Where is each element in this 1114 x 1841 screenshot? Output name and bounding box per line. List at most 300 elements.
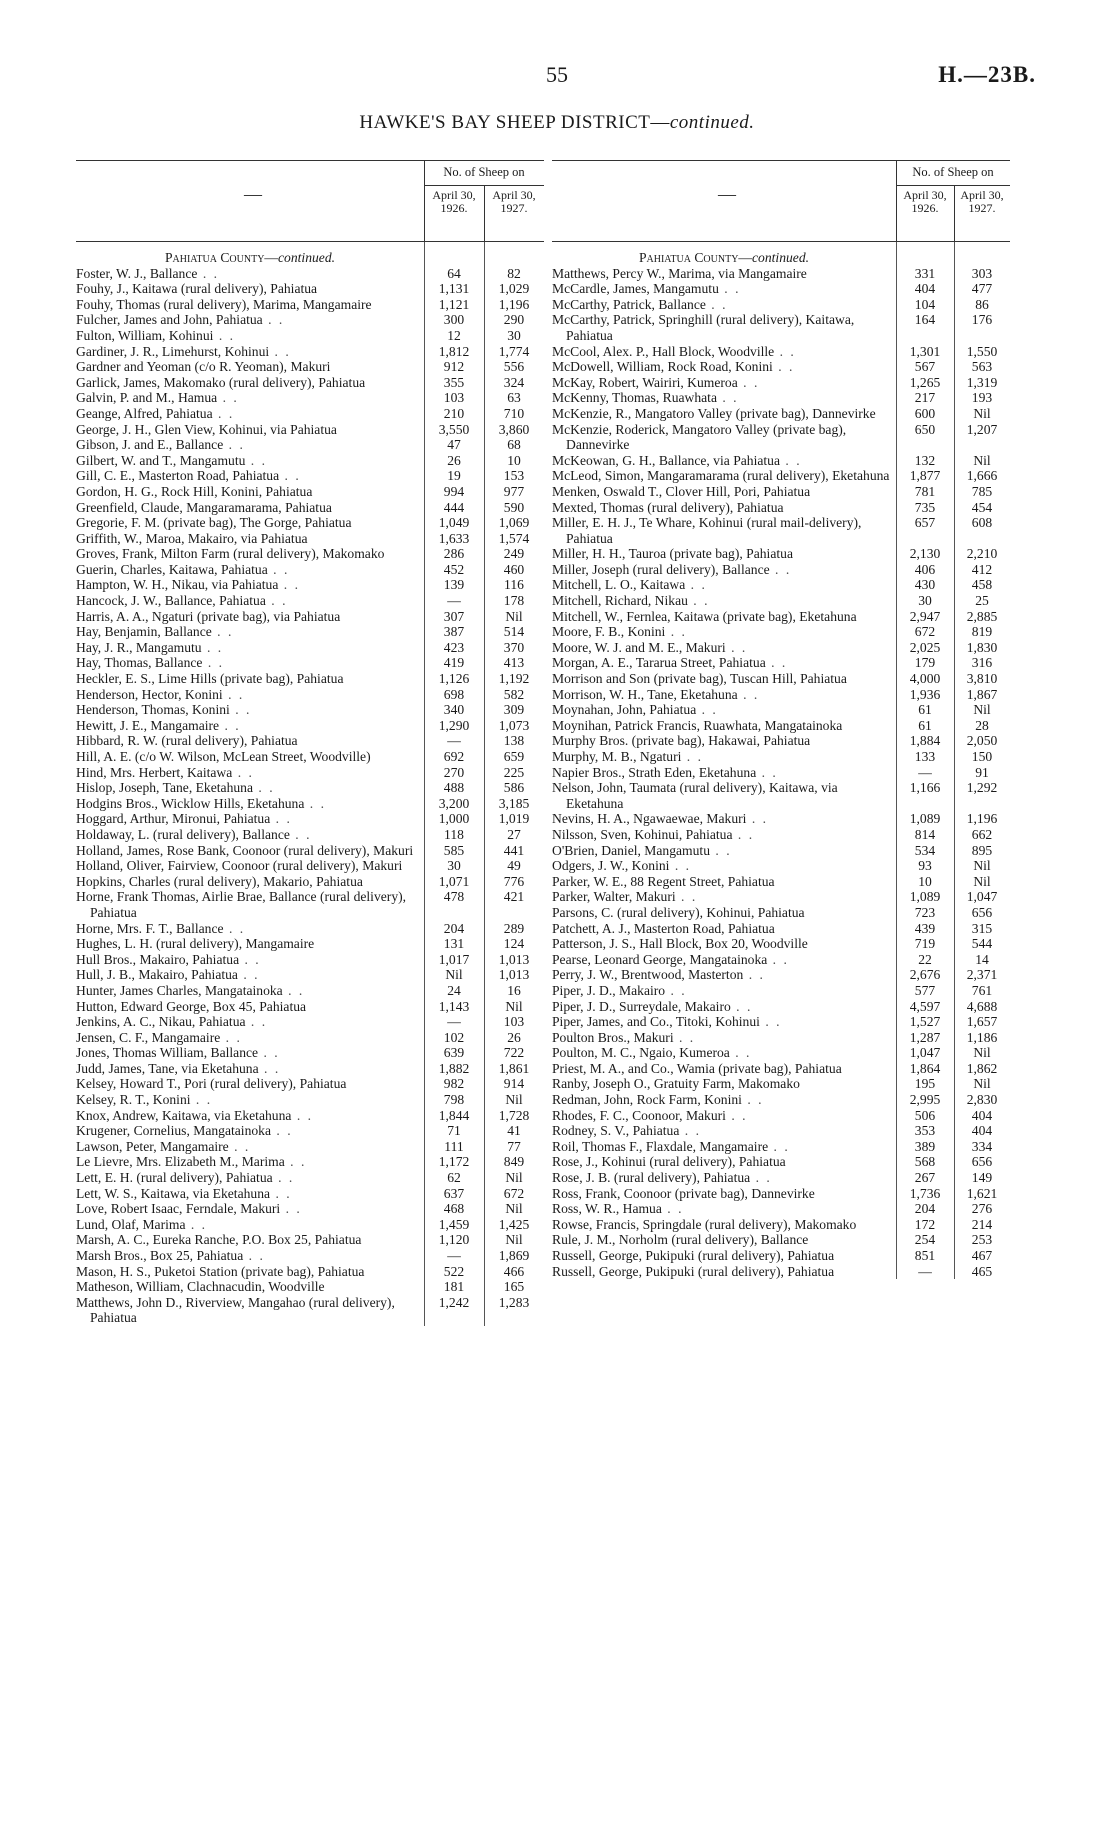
owner-name-text: Le Lievre, Mrs. Elizabeth M., Marima <box>76 1154 285 1170</box>
owner-name-text: Gardner and Yeoman (c/o R. Yeoman), Makuri <box>76 359 331 375</box>
sheep-count-1926: 118 <box>444 826 464 842</box>
header-dash: — <box>244 184 262 204</box>
sheep-count-1926: 1,877 <box>909 468 941 484</box>
sheep-count-1926: 2,025 <box>909 639 941 655</box>
sheep-count-1927: 103 <box>503 1014 525 1030</box>
column-rule <box>484 242 485 1326</box>
owner-name-text: McKeowan, G. H., Ballance, via Pahiatua <box>552 452 781 468</box>
table-row <box>552 1061 1010 1077</box>
sheep-count-1926: 71 <box>447 1123 461 1139</box>
sheep-count-1927: 2,371 <box>966 967 998 983</box>
sheep-count-1927: 659 <box>503 749 525 764</box>
sheep-count-1927: 176 <box>971 312 993 328</box>
dot-leader: . . <box>687 593 710 609</box>
sheep-count-1926: 982 <box>443 1076 465 1092</box>
table-row <box>552 344 1010 360</box>
dot-leader: . . <box>685 577 707 593</box>
owner-name-text: Marsh Bros., Box 25, Pahiatua <box>76 1248 244 1263</box>
sheep-count-1926: 1,864 <box>909 1060 941 1076</box>
owner-name <box>76 687 424 703</box>
sheep-count-1926: 577 <box>914 982 936 998</box>
dot-leader: . . <box>705 296 728 312</box>
sheep-count-1927: 26 <box>507 1029 521 1045</box>
table-row <box>76 1030 544 1046</box>
sheep-count-1927: 849 <box>503 1154 525 1170</box>
dot-leader: . . <box>228 1138 251 1154</box>
table-row <box>552 671 1010 687</box>
owner-name-text: Roil, Thomas F., Flaxdale, Mangamaire <box>552 1138 769 1154</box>
sheep-count-1926: 131 <box>443 936 465 952</box>
sheep-count-1927: 1,830 <box>966 639 998 655</box>
sheep-count-1926: 30 <box>918 593 932 609</box>
table-row <box>552 297 1010 313</box>
owner-name <box>76 1264 424 1280</box>
sheep-count-1927: 309 <box>503 702 525 718</box>
sheep-count-1926: 430 <box>914 577 936 593</box>
dot-leader: . . <box>669 858 692 874</box>
sheep-count-1926: 26 <box>447 452 461 468</box>
table-row <box>76 765 544 781</box>
owner-name-text: George, J. H., Glen View, Kohinui, via Pahiatua <box>76 421 337 437</box>
owner-name-text: Hutton, Edward George, Box 45, Pahiatua <box>76 998 307 1014</box>
owner-name <box>76 1279 424 1295</box>
owner-name-text: Parker, Walter, Makuri <box>552 889 676 905</box>
sheep-count-1926: 1,812 <box>438 343 470 359</box>
owner-name-text: McDowell, William, Rock Road, Konini <box>552 359 773 375</box>
dot-leader: . . <box>211 624 234 640</box>
sheep-count-1927: 1,192 <box>498 671 530 687</box>
owner-name-text: Nevins, H. A., Ngawaewae, Makuri <box>552 811 747 827</box>
table-row <box>76 390 544 406</box>
sheep-count-1926: 506 <box>914 1107 936 1123</box>
sheep-count-1926: 1,172 <box>438 1154 470 1170</box>
sheep-count-1927: 370 <box>503 639 525 655</box>
owner-name-text: Gordon, H. G., Rock Hill, Konini, Pahiatua <box>76 483 313 499</box>
sheep-count-1927: 165 <box>503 1279 525 1295</box>
sheep-count-1926: 1,126 <box>438 671 470 687</box>
dot-leader: . . <box>271 1123 293 1139</box>
sheep-count-1926: 1,936 <box>909 686 941 702</box>
owner-name-text: Jones, Thomas William, Ballance <box>76 1045 259 1061</box>
sheep-count-1926: 1,633 <box>438 530 470 546</box>
owner-name <box>76 640 424 656</box>
sheep-count-1926: 912 <box>443 359 465 375</box>
owner-name <box>552 593 896 609</box>
dot-leader: . . <box>237 967 260 983</box>
table-row <box>76 624 544 640</box>
dot-leader: . . <box>217 390 239 406</box>
sheep-count-1926: 1,143 <box>438 998 470 1014</box>
sheep-count-1927: 193 <box>971 390 993 406</box>
sheep-count-1927: 1,666 <box>966 468 998 484</box>
sheep-count-1927: Nil <box>973 1076 991 1092</box>
table-row <box>76 1123 544 1139</box>
sheep-count-1927: 413 <box>503 655 525 671</box>
table-row <box>76 484 544 500</box>
sheep-count-1927: 466 <box>503 1263 525 1279</box>
owner-name <box>552 281 896 297</box>
dot-leader: . . <box>201 639 224 655</box>
table-row <box>552 624 1010 640</box>
sheep-count-1927: 582 <box>503 686 525 702</box>
header-april-1926 <box>896 189 954 215</box>
owner-name <box>552 905 896 921</box>
sheep-count-1927: 16 <box>507 982 521 998</box>
owner-name <box>552 921 896 937</box>
sheep-count-1926: 478 <box>443 889 465 905</box>
sheep-count-1926: 692 <box>443 749 465 764</box>
dot-leader: . . <box>661 1201 684 1217</box>
owner-name-text: Matthews, Percy W., Marima, via Mangamaire <box>552 265 807 281</box>
table-row <box>76 1139 544 1155</box>
sheep-count-1927: 656 <box>971 904 993 920</box>
owner-name-text: Piper, J. D., Makairo <box>552 982 666 998</box>
owner-name <box>76 328 424 344</box>
sheep-count-1927: 116 <box>504 577 524 593</box>
owner-name <box>76 437 424 453</box>
sheep-count-1926: — <box>447 1014 461 1030</box>
sheep-count-1926: 1,131 <box>438 281 470 297</box>
sheep-count-1927: 556 <box>503 359 525 375</box>
owner-name <box>76 796 424 812</box>
owner-name-text: Henderson, Thomas, Konini <box>76 702 230 718</box>
sheep-count-1926: 24 <box>447 982 461 998</box>
sheep-count-1927: 672 <box>503 1185 525 1201</box>
table-row <box>552 1092 1010 1108</box>
sheep-count-1927: Nil <box>973 1045 991 1061</box>
owner-name-text: Poulton, M. C., Ngaio, Kumeroa <box>552 1045 730 1061</box>
sheep-count-1927: 1,774 <box>498 343 530 359</box>
dot-leader: . . <box>245 1014 268 1030</box>
dot-leader: . . <box>710 842 732 858</box>
header-rule <box>896 185 1010 186</box>
owner-name <box>76 718 424 734</box>
table-row <box>552 1123 1010 1139</box>
table-row <box>552 1248 1010 1264</box>
sheep-count-1926: 851 <box>914 1248 936 1263</box>
owner-name-text: Mexted, Thomas (rural delivery), Pahiatua <box>552 499 784 515</box>
owner-name <box>76 390 424 406</box>
owner-name-text: Rule, J. M., Norholm (rural delivery), Ballance <box>552 1232 809 1248</box>
owner-name <box>76 889 424 920</box>
sheep-count-1926: 93 <box>918 858 932 874</box>
table-row <box>76 640 544 656</box>
table-row <box>76 577 544 593</box>
owner-name-text: Miller, H. H., Tauroa (private bag), Pahiatua <box>552 546 793 562</box>
table-row <box>76 874 544 890</box>
table-row <box>76 562 544 578</box>
owner-name <box>552 858 896 874</box>
dot-leader: . . <box>681 749 703 764</box>
table-row <box>552 359 1010 375</box>
dot-leader: . . <box>258 1060 281 1076</box>
dot-leader: . . <box>768 1138 790 1154</box>
table-row <box>76 671 544 687</box>
table-row <box>552 546 1010 562</box>
sheep-count-1926: 735 <box>914 499 936 515</box>
owner-name-text: Morrison and Son (private bag), Tuscan Hill, Pahiatua <box>552 671 847 687</box>
owner-name <box>76 515 424 531</box>
sheep-count-1926: 585 <box>443 842 465 858</box>
sheep-count-1926: 1,000 <box>438 811 470 827</box>
sheep-count-1927: Nil <box>505 998 523 1014</box>
sheep-count-1927: 334 <box>971 1138 993 1154</box>
table-row <box>552 1154 1010 1170</box>
table-row <box>552 1186 1010 1202</box>
sheep-count-1927: 1,319 <box>966 374 998 390</box>
owner-name <box>76 811 424 827</box>
sheep-count-1926: 355 <box>443 374 465 390</box>
owner-name <box>552 375 896 391</box>
dot-leader: . . <box>759 1014 782 1030</box>
owner-name-text: Kelsey, R. T., Konini <box>76 1092 191 1108</box>
sheep-count-1926: 1,884 <box>909 733 941 749</box>
sheep-count-1926: 814 <box>914 826 936 842</box>
table-row <box>552 515 1010 546</box>
sheep-count-1927: 454 <box>971 499 993 515</box>
owner-name-text: Hull Bros., Makairo, Pahiatua <box>76 951 240 967</box>
sheep-count-1927: 1,867 <box>966 686 998 702</box>
sheep-count-1927: 1,550 <box>966 343 998 359</box>
owner-name-text: Heckler, E. S., Lime Hills (private bag), Pahiatua <box>76 671 344 687</box>
left-column-table <box>76 160 544 1326</box>
sheep-count-1926: 1,459 <box>438 1216 470 1232</box>
owner-name-text: Perry, J. W., Brentwood, Masterton <box>552 967 744 983</box>
dot-leader: . . <box>239 951 261 967</box>
dot-leader: . . <box>772 359 795 375</box>
header-1927-line1: April 30, <box>492 188 536 202</box>
dot-leader: . . <box>229 702 252 718</box>
sheep-count-1927: 1,019 <box>498 811 530 827</box>
owner-name-text: Russell, George, Pukipuki (rural delivery), Pahiatua <box>552 1263 835 1279</box>
table-row <box>76 827 544 843</box>
owner-name <box>552 780 896 811</box>
sheep-count-1927: 2,885 <box>966 608 998 624</box>
table-row <box>552 936 1010 952</box>
table-row <box>76 749 544 765</box>
sheep-count-1926: 3,550 <box>438 421 470 437</box>
table-row <box>552 640 1010 656</box>
owner-name-text: Lawson, Peter, Mangamaire <box>76 1138 229 1154</box>
sheep-count-1926: 657 <box>914 515 936 531</box>
owner-name <box>76 1092 424 1108</box>
sheep-count-1926: 468 <box>443 1201 465 1217</box>
dot-leader: . . <box>222 686 245 702</box>
sheep-count-1926: 719 <box>914 936 936 952</box>
sheep-count-1927: 465 <box>971 1263 993 1279</box>
sheep-count-1927: 1,186 <box>966 1029 998 1045</box>
table-row <box>76 702 544 718</box>
sheep-count-1927: 150 <box>971 749 993 764</box>
dot-leader: . . <box>284 1154 307 1170</box>
sheep-count-1926: 1,089 <box>909 811 941 827</box>
sheep-count-1927: 30 <box>507 327 521 343</box>
sheep-count-1926: Nil <box>445 967 463 983</box>
header-1926-line1: April 30, <box>432 188 476 202</box>
owner-name <box>552 936 896 952</box>
owner-name-text: McKenzie, Roderick, Mangatoro Valley (private bag), Dannevirke <box>552 421 847 453</box>
table-row <box>552 921 1010 937</box>
table-row <box>552 609 1010 625</box>
owner-name <box>76 1217 424 1233</box>
sheep-count-1926: 139 <box>443 577 465 593</box>
sheep-count-1926: 3,200 <box>438 795 470 811</box>
owner-name-text: Hancock, J. W., Ballance, Pahiatua <box>76 593 266 609</box>
sheep-count-1927: 153 <box>503 468 525 484</box>
owner-name-text: Mitchell, Richard, Nikau <box>552 593 688 609</box>
owner-name <box>76 1061 424 1077</box>
owner-name <box>552 1108 896 1124</box>
owner-name-text: Hewitt, J. E., Mangamaire <box>76 717 220 733</box>
table-row <box>76 1170 544 1186</box>
owner-name-text: Galvin, P. and M., Hamua <box>76 390 218 406</box>
table-row <box>76 1201 544 1217</box>
sheep-count-1926: 488 <box>443 780 465 796</box>
sheep-count-1926: 204 <box>443 920 465 936</box>
sheep-count-1926: 389 <box>914 1138 936 1154</box>
owner-name <box>76 1232 424 1248</box>
sheep-count-1927: 1,069 <box>498 515 530 531</box>
owner-name <box>76 1045 424 1061</box>
sheep-count-1927: 404 <box>971 1107 993 1123</box>
sheep-count-1927: 77 <box>507 1138 521 1154</box>
title-continued: continued. <box>669 112 755 133</box>
sheep-count-1926: — <box>447 733 461 749</box>
table-row <box>76 687 544 703</box>
owner-name <box>552 1186 896 1202</box>
dot-leader: . . <box>304 795 326 811</box>
table-row <box>552 406 1010 422</box>
table-row <box>76 1061 544 1077</box>
sheep-count-1926: 353 <box>914 1123 936 1139</box>
table-row <box>76 1014 544 1030</box>
owner-name-text: Ranby, Joseph O., Gratuity Farm, Makomako <box>552 1076 800 1092</box>
dot-leader: . . <box>665 624 687 640</box>
table-row <box>552 702 1010 718</box>
owner-name-text: Fouhy, Thomas (rural delivery), Marima, Mangamaire <box>76 296 372 312</box>
table-row <box>552 843 1010 859</box>
sheep-count-1926: 132 <box>914 452 936 468</box>
dot-leader: . . <box>223 920 246 936</box>
sheep-count-1926: 2,995 <box>909 1092 941 1108</box>
county-continued: continued. <box>752 250 810 265</box>
owner-name <box>76 546 424 562</box>
table-row <box>76 858 544 874</box>
dot-leader: . . <box>725 639 748 655</box>
owner-name-text: Murphy, M. B., Ngaturi <box>552 749 682 764</box>
table-row <box>76 312 544 328</box>
owner-name <box>76 655 424 671</box>
sheep-count-1927: 404 <box>971 1123 993 1139</box>
sheep-count-1927: 514 <box>503 624 525 640</box>
owner-name <box>76 702 424 718</box>
owner-name <box>76 562 424 578</box>
owner-name <box>76 453 424 469</box>
owner-name-text: Hill, A. E. (c/o W. Wilson, McLean Street, Woodville) <box>76 749 371 764</box>
owner-name-text: Fouhy, J., Kaitawa (rural delivery), Pahiatua <box>76 281 318 297</box>
sheep-count-1926: 286 <box>443 546 465 562</box>
sheep-count-1927: 1,862 <box>966 1060 998 1076</box>
owner-name <box>552 624 896 640</box>
owner-name-text: Hopkins, Charles (rural delivery), Makario, Pahiatua <box>76 873 363 889</box>
owner-name-text: Hind, Mrs. Herbert, Kaitawa <box>76 764 233 780</box>
sheep-count-1926: 254 <box>914 1232 936 1248</box>
owner-name-text: Foster, W. J., Ballance <box>76 265 198 281</box>
owner-name <box>76 749 424 765</box>
owner-name <box>552 1232 896 1248</box>
owner-name <box>552 500 896 516</box>
owner-name-text: Odgers, J. W., Konini <box>552 858 670 874</box>
sheep-count-1927: 1,013 <box>498 951 530 967</box>
sheep-count-1927: 421 <box>503 889 525 905</box>
owner-name <box>552 749 896 765</box>
sheep-count-1926: 600 <box>914 405 936 421</box>
table-row <box>76 359 544 375</box>
sheep-count-1926: 1,242 <box>438 1294 470 1310</box>
owner-name <box>76 858 424 874</box>
sheep-count-1927: 3,810 <box>966 671 998 687</box>
owner-name-text: Lett, E. H. (rural delivery), Pahiatua <box>76 1170 273 1186</box>
table-row <box>552 999 1010 1015</box>
table-row <box>552 375 1010 391</box>
owner-name-text: McCarthy, Patrick, Springhill (rural delivery), Kaitawa, Pahiatua <box>552 312 855 343</box>
sheep-count-1926: 423 <box>443 639 465 655</box>
sheep-count-1926: 10 <box>918 873 932 889</box>
table-row <box>76 796 544 812</box>
sheep-count-1926: 419 <box>443 655 465 671</box>
sheep-count-1927: 249 <box>503 546 525 562</box>
table-row <box>552 1014 1010 1030</box>
owner-name-text: Holland, Oliver, Fairview, Coonoor (rural delivery), Makuri <box>76 858 403 874</box>
owner-name <box>76 1154 424 1170</box>
dot-leader: . . <box>780 452 802 468</box>
owner-name-text: McCarthy, Patrick, Ballance <box>552 296 706 312</box>
owner-name <box>552 390 896 406</box>
dot-leader: . . <box>665 982 687 998</box>
table-row <box>552 266 1010 282</box>
dot-leader: . . <box>243 1248 265 1263</box>
dot-leader: . . <box>280 1201 302 1217</box>
sheep-count-1927: 1,196 <box>966 811 998 827</box>
owner-name-text: Poulton Bros., Makuri <box>552 1029 674 1045</box>
owner-name <box>76 624 424 640</box>
owner-name-text: Hay, Benjamin, Ballance <box>76 624 212 640</box>
sheep-count-1926: 172 <box>914 1216 936 1232</box>
sheep-count-1927: 563 <box>971 359 993 375</box>
owner-name <box>76 1123 424 1139</box>
owner-name-text: Matheson, William, Clachnacudin, Woodville <box>76 1279 325 1295</box>
dot-leader: . . <box>258 1045 280 1061</box>
dot-leader: . . <box>220 1029 242 1045</box>
sheep-count-1927: 253 <box>971 1232 993 1248</box>
owner-name <box>552 1014 896 1030</box>
table-row <box>76 437 544 453</box>
sheep-count-1926: 1,166 <box>909 780 941 796</box>
table-row <box>76 921 544 937</box>
table-row <box>76 515 544 531</box>
table-row <box>552 1045 1010 1061</box>
table-row <box>76 1108 544 1124</box>
dot-leader: . . <box>769 561 792 577</box>
sheep-count-1926: 1,265 <box>909 374 941 390</box>
table-row <box>552 1217 1010 1233</box>
dot-leader: . . <box>673 1029 696 1045</box>
sheep-count-1927: Nil <box>505 1092 523 1108</box>
table-row <box>76 999 544 1015</box>
table-row <box>552 655 1010 671</box>
table-row <box>76 422 544 438</box>
sheep-count-1927: 1,029 <box>498 281 530 297</box>
